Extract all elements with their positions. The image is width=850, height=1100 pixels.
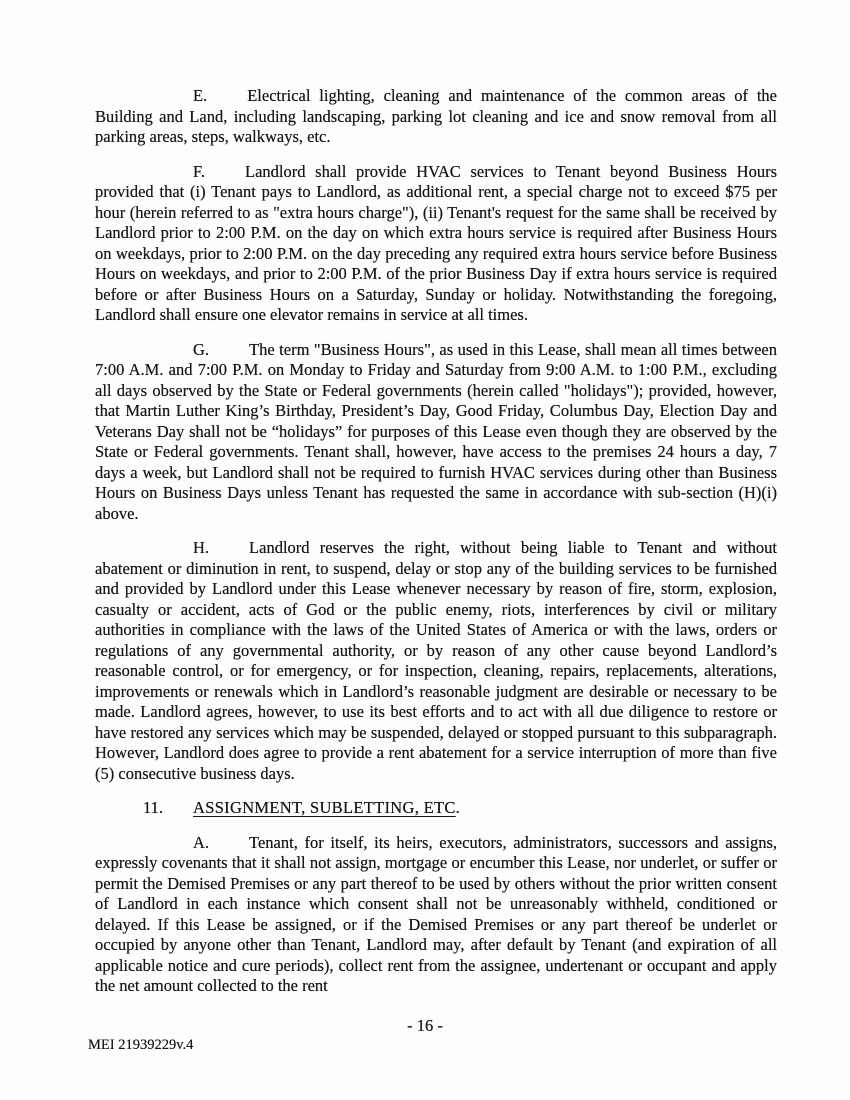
paragraph-e-text: Electrical lighting, cleaning and maintenance of the common areas of the Building and Land, including landscaping, parking lot cleaning and ice and snow removal from all parking areas, steps, walkways, etc. <box>95 86 777 146</box>
paragraph-f-label: F. <box>193 161 205 181</box>
paragraph-a-text: Tenant, for itself, its heirs, executors, administrators, successors and assigns, expressly covenants that it shall not assign, mortgage or encumber this Lease, nor underlet, or suffer or permit the Demised Premises or any part thereof to be used by others without the prior written consent of Landlord in each instance which consent shall not be unreasonably withheld, conditioned or delayed. If this Lease be assigned, or if the Demised Premises or any part thereof be underlet or occupied by anyone other than Tenant, Landlord may, after default by Tenant (and expiration of all applicable notice and cure periods), collect rent from the assignee, undertenant or occupant and apply the net amount collected to the rent <box>95 832 777 995</box>
section-number: 11. <box>143 798 164 817</box>
paragraph-a <box>95 833 777 997</box>
paragraph-a-label: A. <box>193 832 210 852</box>
section-heading-11 <box>95 798 777 819</box>
document-body <box>95 86 777 1011</box>
paragraph-g-label: G. <box>193 339 210 359</box>
paragraph-f <box>95 162 777 326</box>
paragraph-g <box>95 340 777 525</box>
section-title-period: . <box>455 798 460 817</box>
section-title: ASSIGNMENT, SUBLETTING, ETC <box>193 798 456 817</box>
paragraph-h-label: H. <box>193 538 210 557</box>
document-reference-number: MEI 21939229v.4 <box>88 1037 194 1053</box>
paragraph-g-text: The term "Business Hours", as used in this Lease, shall mean all times between 7:00 A.M. and 7:00 P.M. on Monday to Friday and Saturday from 9:00 A.M. to 1:00 P.M., excluding all days observed by the State or Federal governments (herein called "holidays"); provided, however, that Martin Luther King’s Birthday, President’s Day, Good Friday, Columbus Day, Election Day and Veterans Day shall not be “holidays” for purposes of this Lease even though they are observed by the State or Federal governments. Tenant shall, however, have access to the premises 24 hours a day, 7 days a week, but Landlord shall not be required to furnish HVAC services during other than Business Hours on Business Days unless Tenant has requested the same in accordance with sub-section (H)(i) above. <box>95 339 777 523</box>
paragraph-e <box>95 86 777 148</box>
paragraph-f-text: Landlord shall provide HVAC services to Tenant beyond Business Hours provided that (i) Tenant pays to Landlord, as additional rent, a special charge not to exceed $75 per hour (herein referred to as "extra hours charge"), (ii) Tenant's request for the same shall be received by Landlord prior to 2:00 P.M. on the day on which extra hours service is required after Business Hours on weekdays, prior to 2:00 P.M. on the day preceding any required extra hours service before Business Hours on weekdays, and prior to 2:00 P.M. of the prior Business Day if extra hours service is required before or after Business Hours on a Saturday, Sunday or holiday. Notwithstanding the foregoing, Landlord shall ensure one elevator remains in service at all times. <box>95 161 777 324</box>
page-number: - 16 - <box>407 1016 443 1035</box>
paragraph-h-text: Landlord reserves the right, without being liable to Tenant and without abatement or diminution in rent, to suspend, delay or stop any of the building services to be furnished and provided by Landlord under this Lease whenever necessary by reason of fire, storm, explosion, casualty or accident, acts of God or the public enemy, riots, interferences by civil or military authorities in compliance with the laws of the United States of America or with the laws, orders or regulations of any governmental authority, or by reason of any other cause beyond Landlord’s reasonable control, or for emergency, or for inspection, cleaning, repairs, replacements, alterations, improvements or renewals which in Landlord’s reasonable judgment are desirable or necessary to be made. Landlord agrees, however, to use its best efforts and to act with all due diligence to restore or have restored any services which may be suspended, delayed or stopped pursuant to this subparagraph. However, Landlord does agree to provide a rent abatement for a service interruption of more than five (5) consecutive business days. <box>95 538 777 783</box>
paragraph-h <box>95 538 777 784</box>
paragraph-e-label: E. <box>193 86 208 105</box>
